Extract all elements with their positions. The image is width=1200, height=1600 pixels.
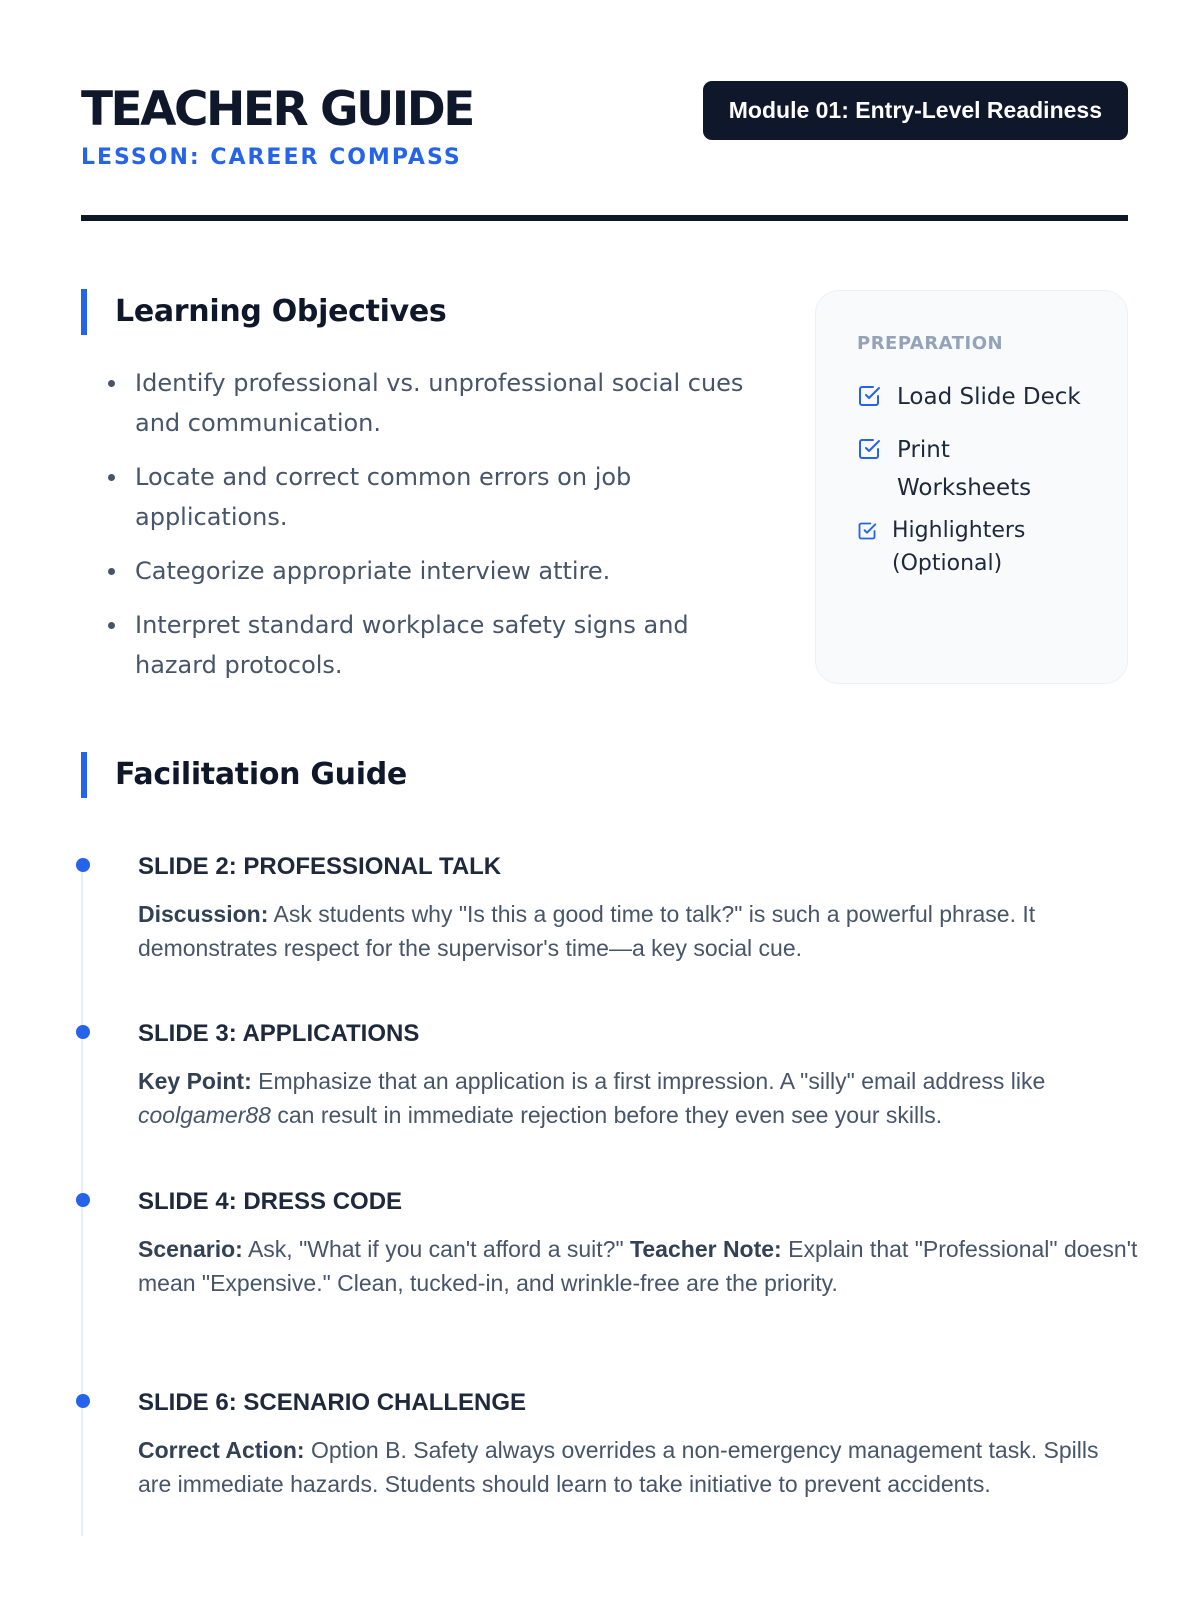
step-body: Key Point: Emphasize that an application is a first impression. A "silly" email address like coolgamer88 can result in immediate rejection before they even see your skills.: [138, 1068, 1046, 1128]
timeline-dot: [76, 858, 90, 872]
prep-item-label: Load Slide Deck: [897, 384, 1081, 410]
module-badge: Module 01: Entry-Level Readiness: [703, 81, 1128, 140]
step-title: SLIDE 2: PROFESSIONAL TALK: [138, 853, 502, 880]
facilitation-guide-heading: Facilitation Guide: [81, 752, 407, 798]
timeline-dot: [76, 1193, 90, 1207]
check-square-icon: [857, 435, 881, 473]
step-title: SLIDE 6: SCENARIO CHALLENGE: [138, 1389, 527, 1416]
step-label: Discussion:: [138, 901, 269, 927]
step-body: Correct Action: Option B. Safety always overrides a non-emergency management task. Spills are immediate hazards. Students should learn to take initiative to prevent accidents.: [138, 1437, 1099, 1497]
header-divider: [81, 215, 1128, 221]
lesson-subtitle: LESSON: CAREER COMPASS: [81, 145, 462, 170]
timeline-step: [138, 1187, 1138, 1300]
preparation-card: [815, 290, 1128, 684]
step-label: Key Point:: [138, 1068, 252, 1094]
step-label: Scenario:: [138, 1236, 243, 1262]
objective-item: Interpret standard workplace safety signs and hazard protocols.: [108, 605, 748, 685]
page-title: TEACHER GUIDE: [81, 82, 473, 137]
objectives-list: [108, 363, 748, 699]
step-title: SLIDE 3: APPLICATIONS: [138, 1020, 420, 1047]
check-square-icon: [857, 382, 881, 420]
objective-item: Identify professional vs. unprofessional social cues and communication.: [108, 363, 748, 443]
timeline-dot: [76, 1394, 90, 1408]
step-label: Correct Action:: [138, 1437, 305, 1463]
prep-item-label: Print Worksheets: [897, 437, 1032, 501]
email-example: coolgamer88: [138, 1102, 271, 1128]
check-square-icon: [857, 518, 877, 551]
prep-item-label: Highlighters (Optional): [892, 518, 1026, 576]
objective-item: Categorize appropriate interview attire.: [108, 551, 748, 591]
page-header: [81, 80, 1128, 220]
timeline-step: [138, 852, 1138, 965]
learning-objectives-heading: Learning Objectives: [81, 289, 447, 335]
timeline-step: [138, 1019, 1138, 1132]
timeline-step: [138, 1388, 1138, 1501]
teacher-note-label: Teacher Note:: [630, 1236, 782, 1262]
preparation-label: PREPARATION: [857, 333, 1004, 354]
objective-item: Locate and correct common errors on job applications.: [108, 457, 748, 537]
step-title: SLIDE 4: DRESS CODE: [138, 1188, 403, 1215]
timeline-dot: [76, 1025, 90, 1039]
step-body: Discussion: Ask students why "Is this a good time to talk?" is such a powerful phrase. It demonstrates respect for the supervisor's time—a key social cue.: [138, 901, 1036, 961]
step-body: Scenario: Ask, "What if you can't afford a suit?" Teacher Note: Explain that "Professional" doesn't mean "Expensive." Clean, tucked-in, and wrinkle-free are the priority.: [138, 1236, 1138, 1296]
